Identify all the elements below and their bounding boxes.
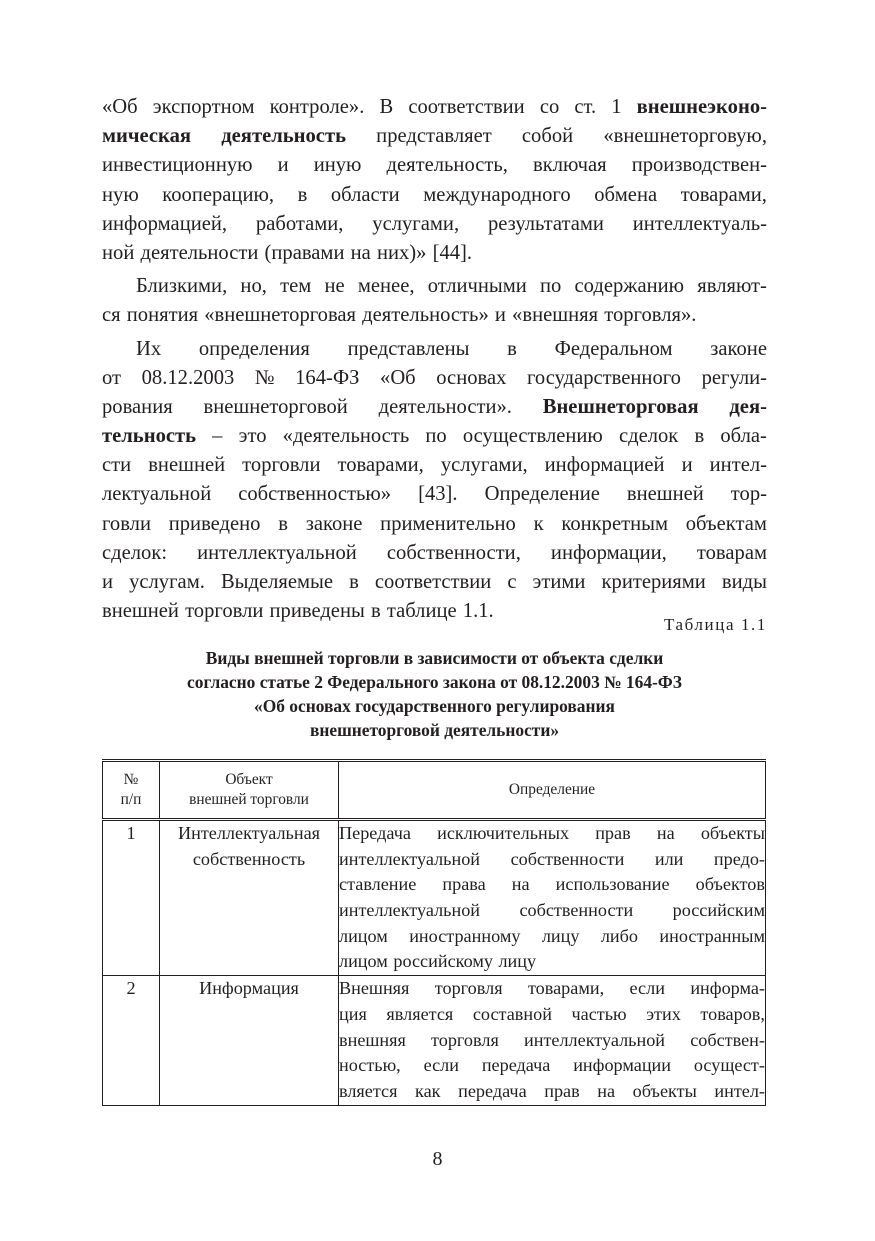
row-number: 2 — [103, 976, 160, 1105]
text-line: говли приведено в законе применительно к конкретным объектам — [102, 512, 767, 535]
text-line: мическая деятельность представляет собой «внешнеторговую, — [102, 125, 767, 148]
text-line: «Об экспортном контроле». В соответствии со ст. 1 внешнеэконо- — [102, 96, 767, 118]
text-line: информацией, работами, услугами, результатами интеллектуаль- — [102, 212, 767, 235]
page-number: 8 — [432, 1148, 443, 1170]
table-header-row — [103, 761, 766, 820]
paragraph-export-control — [102, 93, 767, 268]
text-line: внешней торговли приведены в таблице 1.1. — [102, 600, 494, 623]
table-title-line: внешнеторговой деятельности» — [309, 720, 560, 740]
table-title-line: Виды внешней торговли в зависимости от объекта сделки — [205, 648, 664, 668]
text-line: сти внешней торговли товарами, услугами, информацией и интел- — [102, 454, 767, 477]
paragraph-related-concepts — [102, 272, 767, 330]
table-title-line: «Об основах государственного регулирования — [254, 696, 615, 716]
table-row — [103, 820, 766, 976]
text-line: ную кооперацию, в области международного обмена товарами, — [102, 183, 767, 206]
text-line: ся понятия «внешнеторговая деятельность» и «внешняя торговля». — [102, 304, 697, 327]
text-line: лектуальной собственностью» [43]. Определение внешней тор- — [102, 483, 767, 506]
table-title — [102, 646, 767, 742]
row-definition: Внешняя торговля товарами, если информа- ция является составной частью этих товаров, внешняя торговля интеллектуальной собствен- ностью, если передача информации осущест- вляется как передача прав на объекты интел- — [339, 976, 766, 1105]
table-title-line: согласно статье 2 Федерального закона от 08.12.2003 № 164-ФЗ — [187, 672, 682, 692]
text-line: от 08.12.2003 № 164-ФЗ «Об основах государственного регули- — [102, 366, 767, 389]
text-line: Их определения представлены в Федеральном законе — [136, 337, 767, 360]
header-object: Объект внешней торговли — [160, 761, 339, 820]
text-line: тельность – это «деятельность по осуществлению сделок в обла- — [102, 425, 767, 448]
foreign-trade-types-table — [102, 759, 766, 1106]
text-line: Близкими, но, тем не менее, отличными по содержанию являют- — [136, 275, 767, 298]
table-row — [103, 976, 766, 1105]
header-definition: Определение — [339, 761, 766, 820]
text-line: сделок: интеллектуальной собственности, информации, товарам — [102, 541, 767, 564]
table-label: Таблица 1.1 — [663, 615, 767, 634]
paragraph-definitions — [102, 335, 767, 627]
row-definition: Передача исключительных прав на объекты интеллектуальной собственности или предо- ставление права на использование объектов интеллектуальной собственности российским лицом иностранному лицу либо иностранным лицом российскому лицу — [339, 820, 766, 976]
row-object: Интеллектуальная собственность — [160, 820, 339, 976]
text-line: и услугам. Выделяемые в соответствии с этими критериями виды — [102, 571, 767, 593]
text-line: рования внешнеторговой деятельности». Внешнеторговая дея- — [102, 395, 767, 418]
row-number: 1 — [103, 820, 160, 976]
header-number: № п/п — [103, 761, 160, 820]
text-line: инвестиционную и иную деятельность, включая производствен- — [102, 154, 767, 177]
row-object: Информация — [160, 976, 339, 1105]
body-text — [102, 93, 767, 626]
text-line: ной деятельности (правами на них)» [44]. — [102, 241, 473, 264]
